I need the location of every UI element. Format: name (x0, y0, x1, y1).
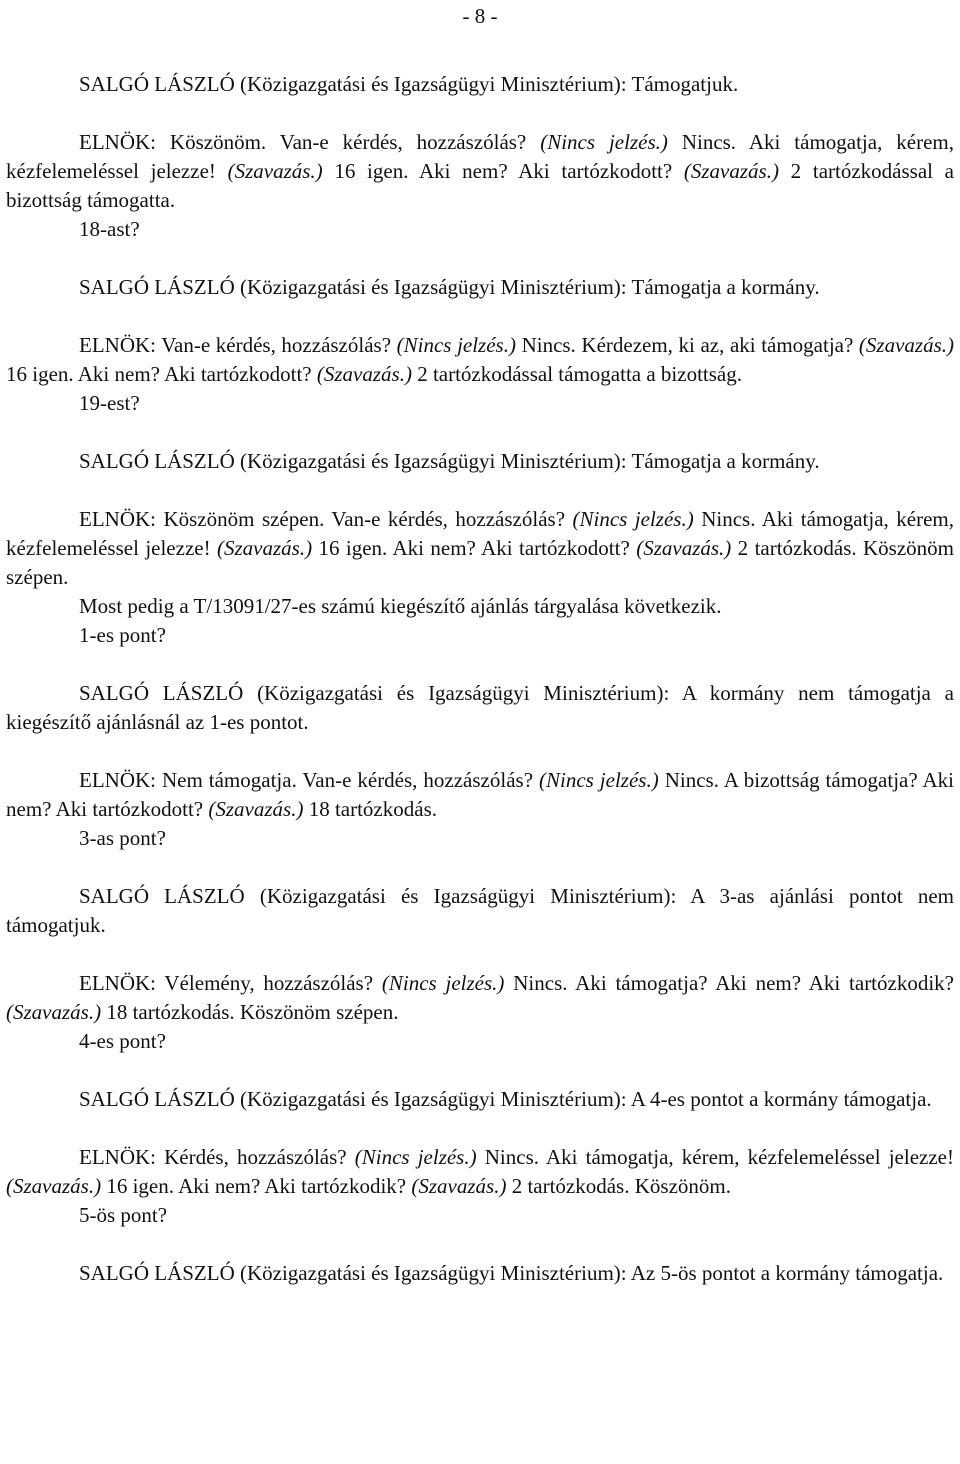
text-run: Nincs. Kérdezem, ki az, aki támogatja? (515, 333, 859, 357)
paragraph (6, 215, 954, 244)
paragraph (6, 969, 954, 1027)
text-run: SALGÓ LÁSZLÓ (Közigazgatási és Igazságügyi Minisztérium): Támogatja a kormány. (79, 275, 820, 299)
text-run: SALGÓ LÁSZLÓ (Közigazgatási és Igazságügyi Minisztérium): Az 5-ös pontot a kormány támogatja. (79, 1261, 944, 1285)
text-run: ELNÖK: Kérdés, hozzászólás? (79, 1145, 355, 1169)
text-run: Nincs. Aki támogatja, kérem, kézfelemeléssel jelezze! (6, 507, 954, 560)
italic-remark: (Nincs jelzés.) (381, 971, 505, 995)
paragraph (6, 331, 954, 389)
text-run: ELNÖK: Vélemény, hozzászólás? (79, 971, 382, 995)
text-run: SALGÓ LÁSZLÓ (Közigazgatási és Igazságügyi Minisztérium): A 4-es pontot a kormány támogatja. (79, 1087, 932, 1111)
italic-remark: (Nincs jelzés.) (354, 1145, 477, 1169)
text-run: 5-ös pont? (79, 1203, 168, 1227)
italic-remark: (Szavazás.) (227, 159, 323, 183)
text-run: 18-ast? (79, 217, 140, 241)
italic-remark: (Szavazás.) (216, 536, 313, 560)
text-run: 18 tartózkodás. Köszönöm szépen. (101, 1000, 399, 1024)
paragraph (6, 882, 954, 940)
italic-remark: (Szavazás.) (208, 797, 304, 821)
paragraph (6, 679, 954, 737)
italic-remark: (Szavazás.) (6, 1174, 102, 1198)
italic-remark: (Nincs jelzés.) (540, 130, 668, 154)
text-run: ELNÖK: Köszönöm. Van-e kérdés, hozzászólás? (79, 130, 541, 154)
text-run: Nincs. Aki támogatja? Aki nem? Aki tartózkodik? (504, 971, 954, 995)
paragraph (6, 505, 954, 592)
italic-remark: (Nincs jelzés.) (572, 507, 694, 531)
text-run: Nincs. Aki támogatja, kérem, kézfelemeléssel jelezze! (6, 130, 954, 183)
text-run: 2 tartózkodással a bizottság támogatta. (6, 159, 954, 212)
text-run: 16 igen. Aki nem? Aki tartózkodik? (101, 1174, 412, 1198)
text-run: Nincs. Aki támogatja, kérem, kézfelemeléssel jelezze! (476, 1145, 954, 1169)
paragraph (6, 273, 954, 302)
text-run: SALGÓ LÁSZLÓ (Közigazgatási és Igazságügyi Minisztérium): A kormány nem támogatja a kiegészítő ajánlásnál az 1-es pontot. (6, 681, 954, 734)
text-run: 16 igen. Aki nem? Aki tartózkodott? (322, 159, 684, 183)
paragraph (6, 1201, 954, 1230)
italic-remark: (Nincs jelzés.) (396, 333, 516, 357)
text-run: ELNÖK: Van-e kérdés, hozzászólás? (79, 333, 397, 357)
paragraph (6, 592, 954, 621)
text-run: 2 tartózkodással támogatta a bizottság. (411, 362, 743, 386)
text-run: SALGÓ LÁSZLÓ (Közigazgatási és Igazságügyi Minisztérium): Támogatjuk. (79, 72, 739, 96)
text-run: Nincs. A bizottság támogatja? Aki nem? Aki tartózkodott? (6, 768, 954, 821)
text-run: 19-est? (79, 391, 140, 415)
italic-remark: (Szavazás.) (411, 1174, 507, 1198)
text-run: 4-es pont? (79, 1029, 166, 1053)
italic-remark: (Nincs jelzés.) (539, 768, 659, 792)
document-body (6, 70, 954, 1288)
text-run: 16 igen. Aki nem? Aki tartózkodott? (312, 536, 637, 560)
text-run: 1-es pont? (79, 623, 166, 647)
text-run: ELNÖK: Nem támogatja. Van-e kérdés, hozzászólás? (79, 768, 539, 792)
text-run: 2 tartózkodás. Köszönöm. (506, 1174, 731, 1198)
text-run: ELNÖK: Köszönöm szépen. Van-e kérdés, hozzászólás? (79, 507, 573, 531)
text-run: 16 igen. Aki nem? Aki tartózkodott? (6, 362, 317, 386)
paragraph (6, 128, 954, 215)
italic-remark: (Szavazás.) (858, 333, 954, 357)
paragraph (6, 1143, 954, 1201)
italic-remark: (Szavazás.) (316, 362, 412, 386)
text-run: SALGÓ LÁSZLÓ (Közigazgatási és Igazságügyi Minisztérium): A 3-as ajánlási pontot nem támogatjuk. (6, 884, 954, 937)
text-run: 3-as pont? (79, 826, 166, 850)
paragraph (6, 1085, 954, 1114)
paragraph (6, 1259, 954, 1288)
text-run: 18 tartózkodás. (303, 797, 437, 821)
italic-remark: (Szavazás.) (636, 536, 732, 560)
italic-remark: (Szavazás.) (683, 159, 779, 183)
text-run: Most pedig a T/13091/27-es számú kiegészítő ajánlás tárgyalása következik. (79, 594, 722, 618)
paragraph (6, 824, 954, 853)
paragraph (6, 447, 954, 476)
paragraph (6, 70, 954, 99)
paragraph (6, 766, 954, 824)
text-run: 2 tartózkodás. Köszönöm szépen. (6, 536, 955, 589)
page-number: - 8 - (462, 4, 498, 28)
text-run: SALGÓ LÁSZLÓ (Közigazgatási és Igazságügyi Minisztérium): Támogatja a kormány. (79, 449, 820, 473)
paragraph (6, 389, 954, 418)
italic-remark: (Szavazás.) (6, 1000, 102, 1024)
paragraph (6, 621, 954, 650)
paragraph (6, 1027, 954, 1056)
